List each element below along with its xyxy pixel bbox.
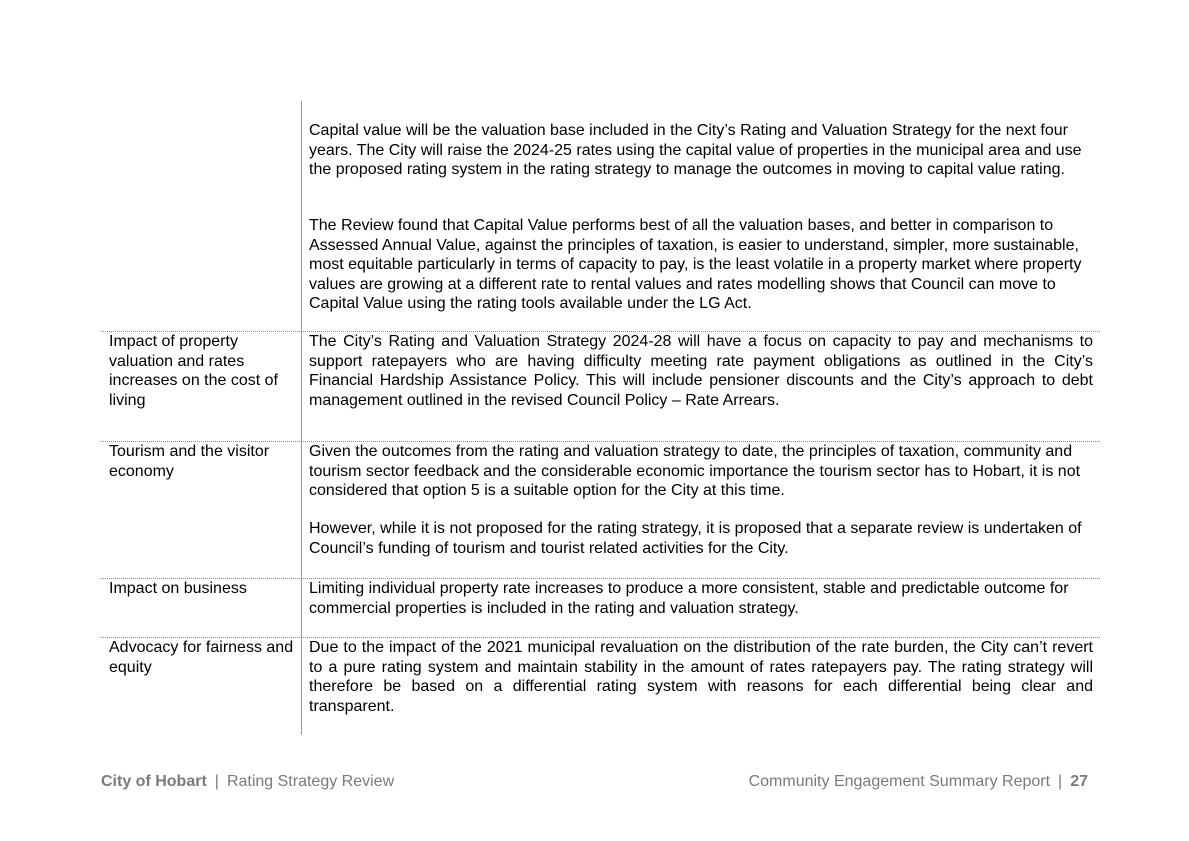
intro-paragraph-2: The Review found that Capital Value performs best of all the valuation bases, and better in comparison to Assessed Annual Value, against the principles of taxation, is easier to understand, simpler, more sustainable, most equitable particularly in terms of capacity to pay, is the least volatile in a property market where property values are growing at a different rate to rental values and rates modelling shows that Council can move to Capital Value using the rating tools available under the LG Act.	[309, 217, 1082, 312]
row-label-business: Impact on business	[109, 580, 247, 597]
row-label-cost-of-living: Impact of property valuation and rates increases on the cost of living	[109, 333, 278, 409]
row-text-business: Limiting individual property rate increases to produce a more consistent, stable and predictable outcome for commercial properties is included in the rating and valuation strategy.	[309, 580, 1069, 617]
footer-organisation: City of Hobart	[101, 773, 207, 790]
footer-report-title: Community Engagement Summary Report	[748, 773, 1051, 790]
column-divider	[301, 101, 302, 735]
page-number: 27	[1070, 773, 1088, 790]
row-text-fairness: Due to the impact of the 2021 municipal revaluation on the distribution of the rate burden, the City can’t revert to a pure rating system and maintain stability in the amount of rates ratepayers pay. The rating strategy will therefore be based on a differential rating system with reasons for each differential being clear and transparent.	[309, 639, 1093, 715]
footer-separator: |	[1058, 773, 1063, 790]
footer-separator: |	[214, 773, 219, 790]
intro-paragraph-1: Capital value will be the valuation base included in the City’s Rating and Valuation Strategy for the next four years. The City will raise the 2024-25 rates using the capital value of properties in the municipal area and use the proposed rating system in the rating strategy to manage the outcomes in moving to capital value rating.	[309, 122, 1082, 178]
row-label-tourism: Tourism and the visitor economy	[109, 443, 270, 480]
row-text-cost-of-living: The City’s Rating and Valuation Strategy 2024-28 will have a focus on capacity to pay and mechanisms to support ratepayers who are having difficulty meeting rate payment obligations as outlined in the City’s Financial Hardship Assistance Policy. This will include pensioner discounts and the City’s approach to debt management outlined in the revised Council Policy – Rate Arrears.	[309, 333, 1093, 409]
row-text-tourism-1: Given the outcomes from the rating and valuation strategy to date, the principles of taxation, community and tourism sector feedback and the considerable economic importance the tourism sector has to Hobart, it is not considered that option 5 is a suitable option for the City at this time.	[309, 443, 1081, 499]
row-text-tourism-2: However, while it is not proposed for the rating strategy, it is proposed that a separate review is undertaken of Council’s funding of tourism and tourist related activities for the City.	[309, 520, 1082, 557]
footer-right	[749, 772, 1088, 791]
footer-left	[101, 772, 394, 791]
footer-document-title: Rating Strategy Review	[226, 773, 395, 790]
row-label-fairness: Advocacy for fairness and equity	[109, 639, 294, 676]
